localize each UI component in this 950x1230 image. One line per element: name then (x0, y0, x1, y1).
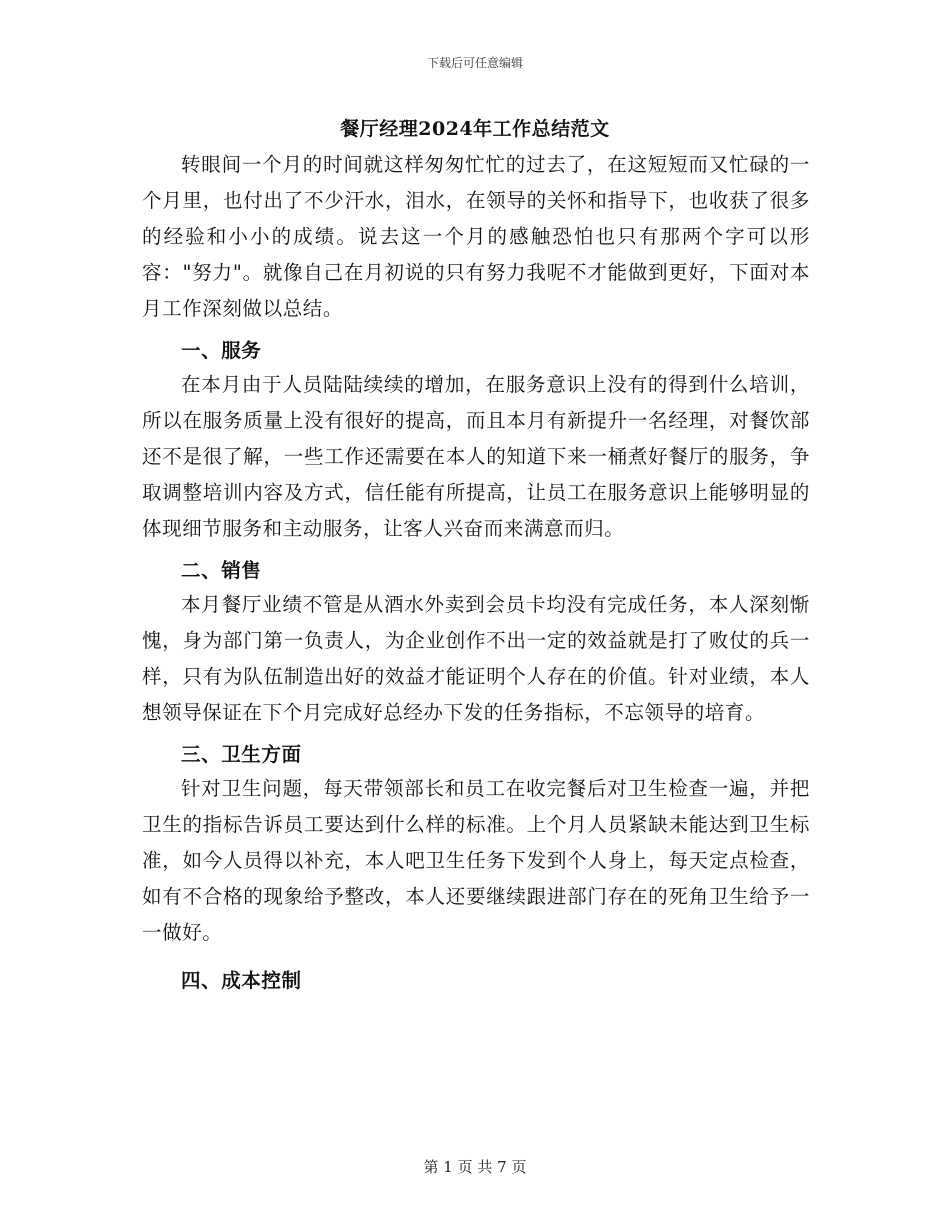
section-body-sales: 本月餐厅业绩不管是从酒水外卖到会员卡均没有完成任务，本人深刻惭愧，身为部门第一负责人，为企业创作不出一定的效益就是打了败仗的兵一样，只有为队伍制造出好的效益才能证明个人存在的价值。针对业绩，本人想领导保证在下个月完成好总经办下发的任务指标，不忘领导的培育。 (142, 593, 810, 724)
section-body-service: 在本月由于人员陆陆续续的增加，在服务意识上没有的得到什么培训，所以在服务质量上没有很好的提高，而且本月有新提升一名经理，对餐饮部还不是很了解，一些工作还需要在本人的知道下来一桶煮好餐厅的服务，争取调整培训内容及方式，信任能有所提高，让员工在服务意识上能够明显的体现细节服务和主动服务，让客人兴奋而来满意而归。 (142, 373, 810, 540)
section-heading-cost-control: 四、成本控制 (181, 969, 302, 992)
document-body (142, 147, 810, 997)
intro-paragraph: 转眼间一个月的时间就这样匆匆忙忙的过去了，在这短短而又忙碌的一个月里，也付出了不少汗水，泪水，在领导的关怀和指导下，也收获了很多的经验和小小的成绩。说去这一个月的感触恐怕也只有那两个字可以形容："努力"。就像自己在月初说的只有努力我呢不才能做到更好，下面对本月工作深刻做以总结。 (142, 153, 810, 320)
download-note: 下载后可任意编辑 (426, 56, 523, 70)
section-heading-hygiene: 三、卫生方面 (181, 743, 302, 766)
document-title: 餐厅经理2024年工作总结范文 (340, 118, 610, 140)
section-heading-service: 一、服务 (181, 339, 262, 362)
page-indicator: 第 1 页 共 7 页 (423, 1158, 527, 1176)
section-heading-sales: 二、销售 (181, 559, 262, 582)
section-body-hygiene: 针对卫生问题，每天带领部长和员工在收完餐后对卫生检查一遍，并把卫生的指标告诉员工要达到什么样的标准。上个月人员紧缺未能达到卫生标准，如今人员得以补充，本人吧卫生任务下发到个人身上，每天定点检查，如有不合格的现象给予整改，本人还要继续跟进部门存在的死角卫生给予一一做好。 (142, 777, 810, 944)
